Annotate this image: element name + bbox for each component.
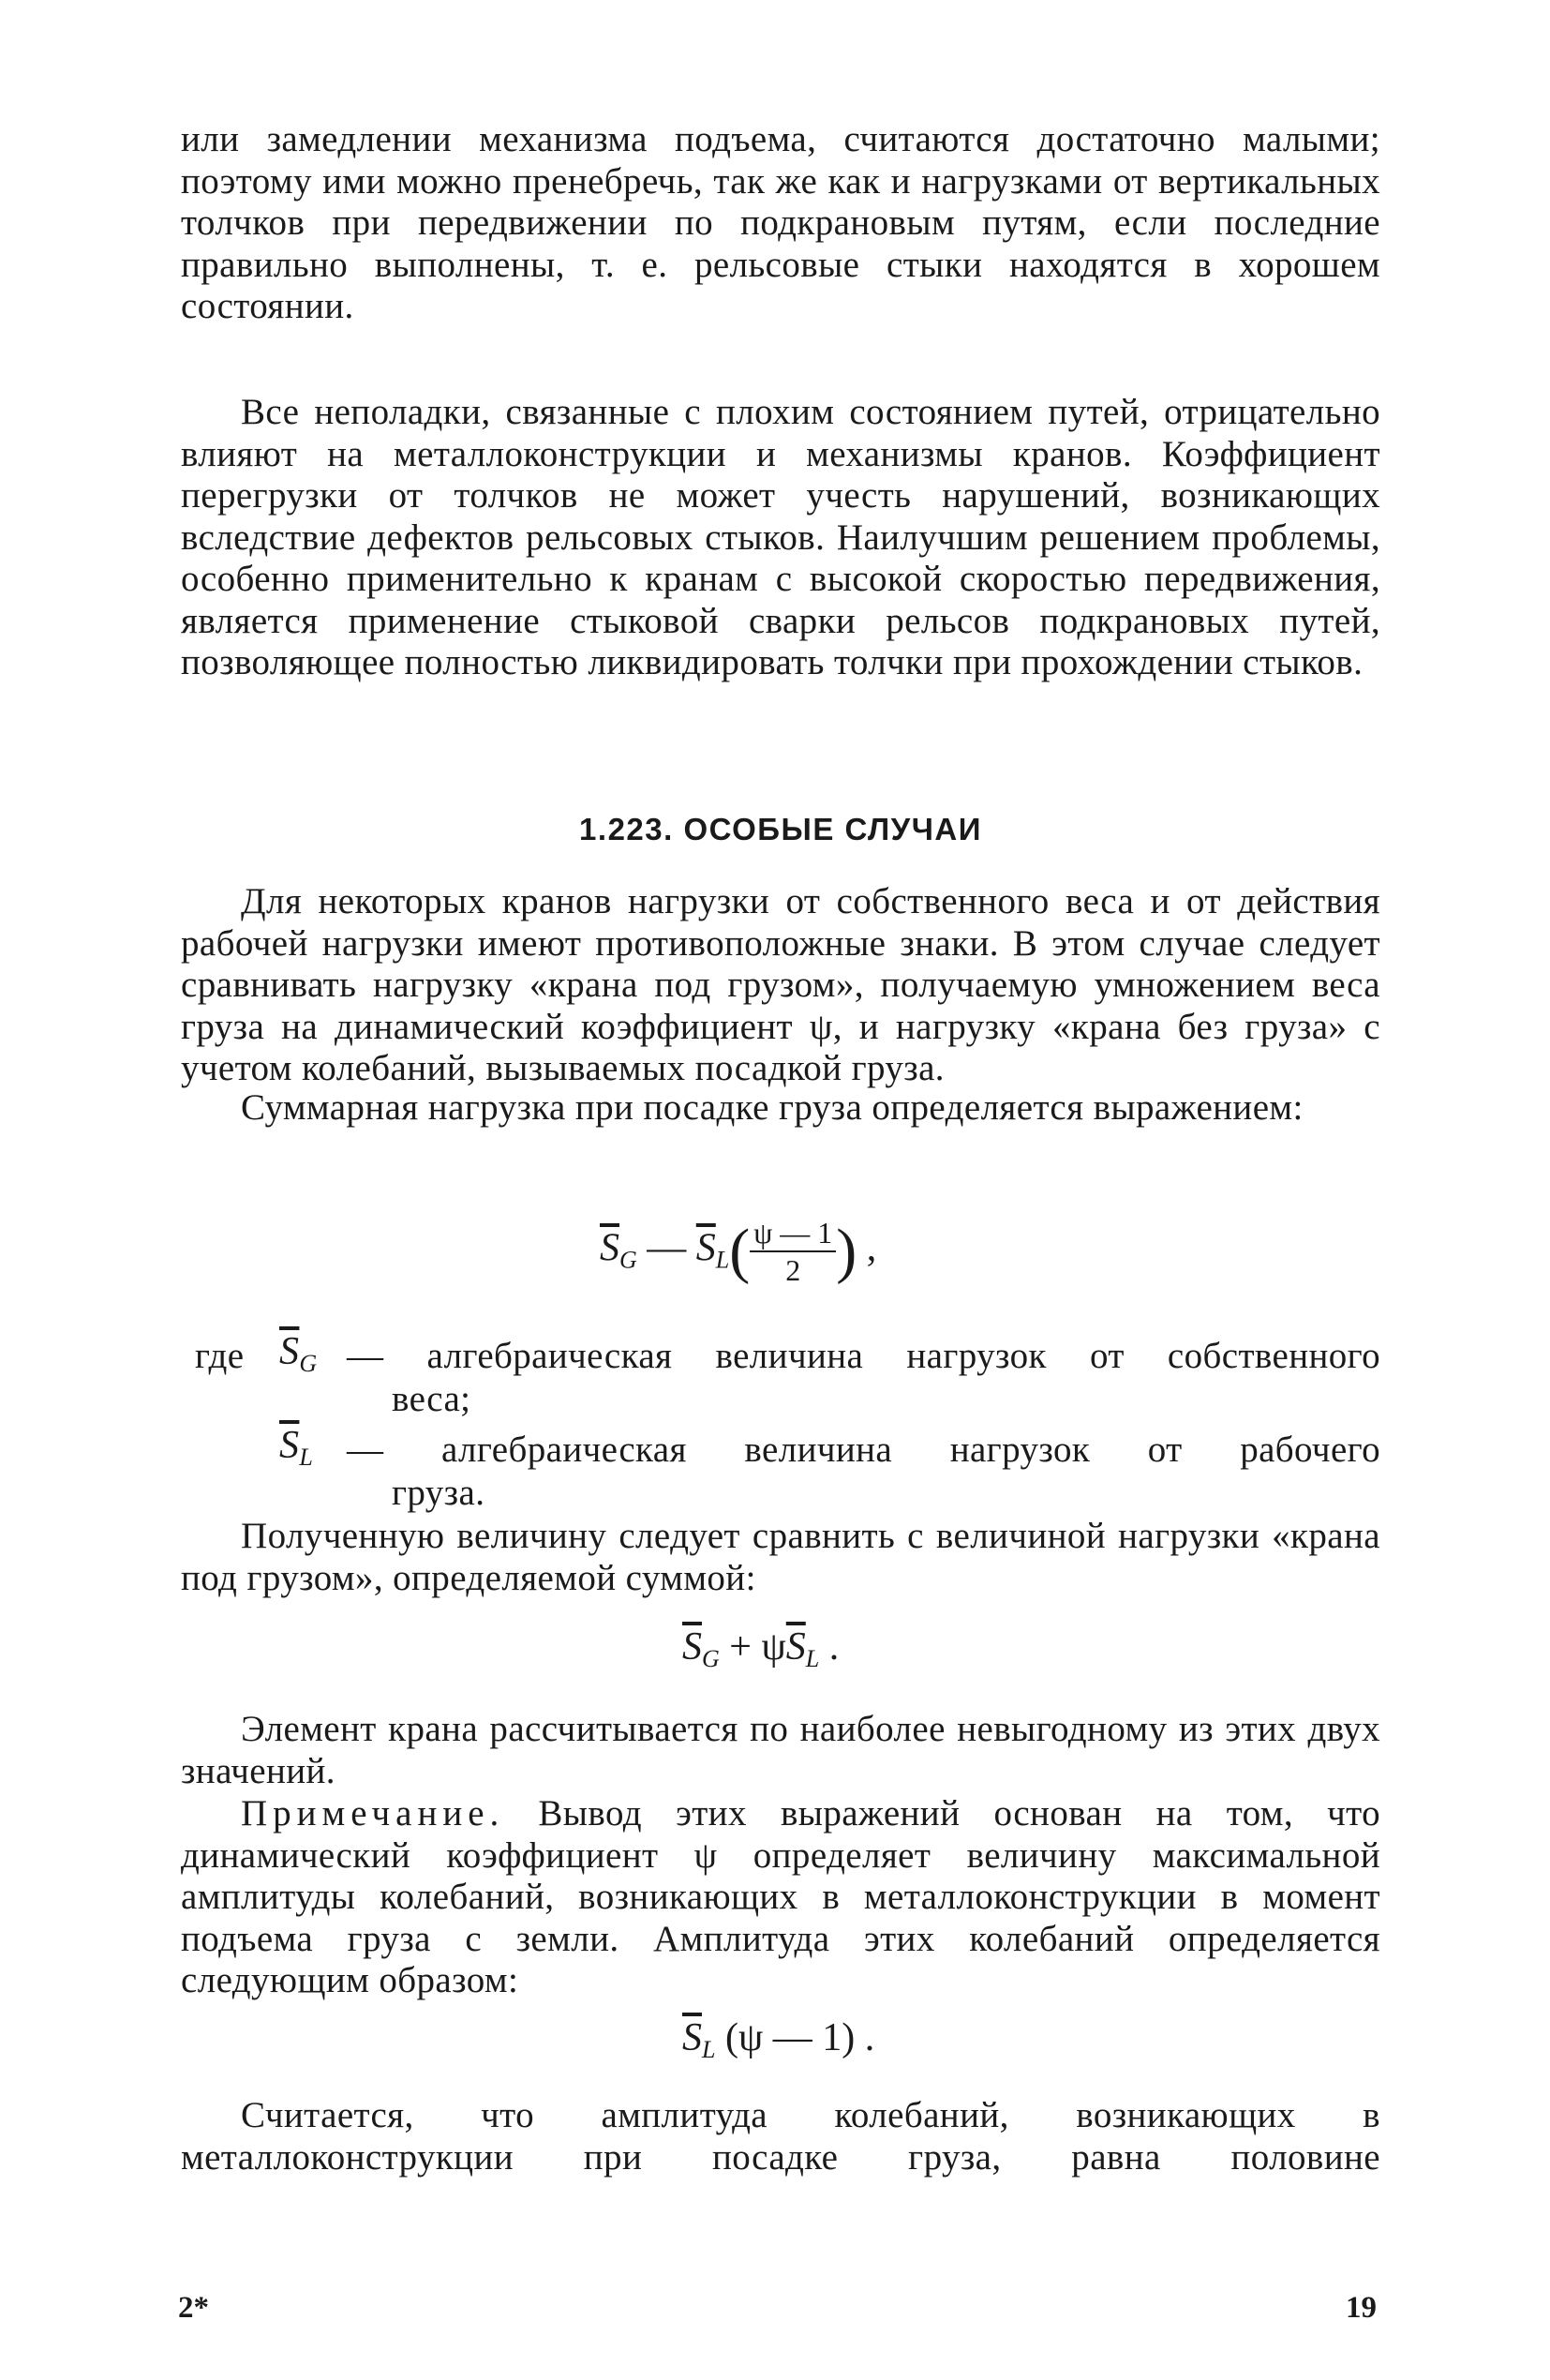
paragraph-continuation [181, 119, 1380, 328]
formula-loaded-crane: $\overline{S}_G + \psi\overline{S}_L$ . [682, 1625, 840, 1672]
formula-landing-load: $\overline{S}_G$ — $\overline{S}_L$( $\frac{\psi — 1}{2}$ ) , [600, 1216, 877, 1287]
definition-1-line-1: — алгебраическая величина нагрузок от собственного [347, 1336, 1380, 1376]
fraction: $\frac{\psi — 1}{2}$ [750, 1215, 836, 1288]
paragraph-5: Полученную величину следует сравнить с величиной нагрузки «крана под грузом», определяемой суммой: [181, 1516, 1380, 1598]
paragraph-3: Для некоторых кранов нагрузки от собственного веса и от действия рабочей нагрузки имеют противоположные знаки. В этом случае следует сравнивать нагрузку «крана под грузом», получаемую умножением веса груза на динамический коэффициент ψ, и нагрузку «крана без груза» с учетом колебаний, вызываемых посадкой груза. [181, 881, 1380, 1088]
signature-mark: 2* [178, 2291, 209, 2325]
definition-where: где [195, 1336, 245, 1376]
note-paragraph [181, 1793, 1380, 2002]
formula-amplitude: $\overline{S}_L$ (ψ — 1) . [682, 2016, 875, 2063]
definition-1-line-2: веса; [392, 1379, 471, 1419]
definition-2-line-1: — алгебраическая величина нагрузок от рабочего [347, 1429, 1380, 1470]
paragraph-block-4 [181, 1087, 1380, 1130]
note-label: Примечание. [241, 1793, 505, 1834]
paragraph-block-5 [181, 1516, 1380, 1599]
note-text: Вывод этих выражений основан на том, что динамический коэффициент ψ определяет величину максимальной амплитуды колебаний, возникающих в металлоконструкции в момент подъема груза с земли. Амплитуда этих колебаний определяется следующим образом: [181, 1793, 1380, 2000]
page-number: 19 [1346, 2291, 1377, 2325]
paragraph-block-7 [181, 2095, 1380, 2178]
paragraph-6: Элемент крана рассчитывается по наиболее невыгодному из этих двух значений. [181, 1709, 1380, 1791]
note-block [181, 1793, 1380, 2002]
paragraph-block-6 [181, 1709, 1380, 1792]
definition-symbol-sg: $\overline{S}_G$ [279, 1330, 318, 1377]
paragraph-4: Суммарная нагрузка при посадке груза определяется выражением: [241, 1087, 1304, 1128]
paragraph-1: или замедлении механизма подъема, считаются достаточно малыми; поэтому ими можно пренебречь, так же как и нагрузками от вертикальных толчков при передвижении по подкрановым путям, если последние правильно выполнены, т. е. рельсовые стыки находятся в хорошем состоянии. [181, 119, 1380, 326]
definition-2-line-2: груза. [392, 1473, 485, 1513]
definition-symbol-sl: $\overline{S}_L$ [279, 1424, 314, 1471]
paragraph-block-3 [181, 881, 1380, 1090]
section-heading: 1.223. ОСОБЫЕ СЛУЧАИ [579, 812, 982, 846]
paragraph-block-2 [181, 392, 1380, 684]
paragraph-7: Считается, что амплитуда колебаний, возникающих в металлоконструкции при посадке груза, равна половине [181, 2095, 1380, 2178]
paragraph-2: Все неполадки, связанные с плохим состоянием путей, отрицательно влияют на металлоконструкции и механизмы кранов. Коэффициент перегрузки от толчков не может учесть нарушений, возникающих вследствие дефектов рельсовых стыков. Наилучшим решением проблемы, особенно применительно к кранам с высокой скоростью передвижения, является применение стыковой сварки рельсов подкрановых путей, позволяющее полностью ликвидировать толчки при прохождении стыков. [181, 392, 1380, 682]
